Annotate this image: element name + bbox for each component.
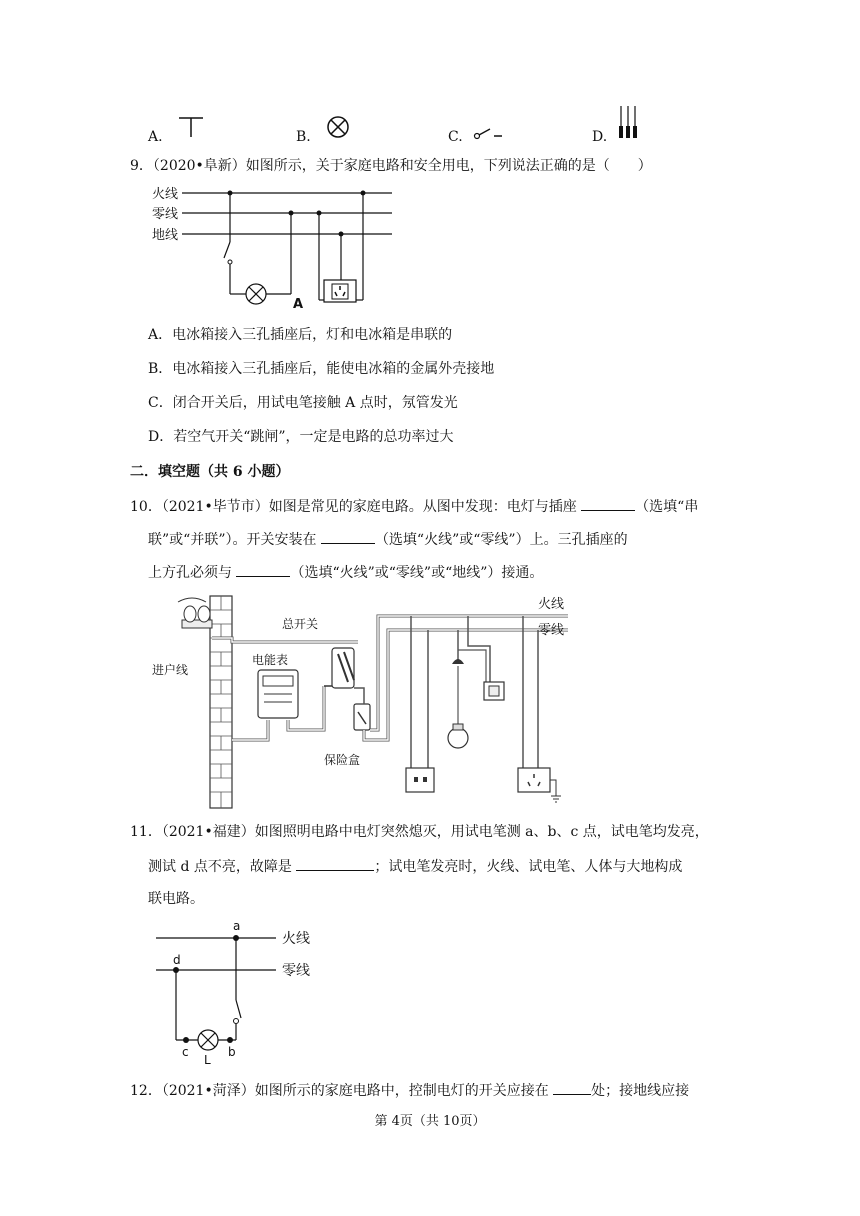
q9-ground-label: 地线 <box>152 228 179 243</box>
q11-line2-text-a: 测试 d 点不亮，故障是 <box>148 859 292 875</box>
q8-option-a-label: A. <box>148 129 163 145</box>
q11-neutral-label: 零线 <box>282 963 310 979</box>
q12-blank-1[interactable] <box>553 1080 591 1095</box>
section-title: 二．填空题（共 6 小题） <box>130 464 290 480</box>
q10-line1-text-a: 10．（2021•毕节市）如图是常见的家庭电路。从图中发现：电灯与插座 <box>130 499 577 515</box>
plug-symbol-icon <box>616 104 640 142</box>
q8-option-d-label: D. <box>592 129 608 145</box>
q9-option-b: B．电冰箱接入三孔插座后，能使电冰箱的金属外壳接地 <box>148 361 495 377</box>
q9-point-a-label: A <box>293 297 304 312</box>
q10-line1 <box>130 496 698 517</box>
q11-line2-text-b: ；试电笔发亮时，火线、试电笔、人体与大地构成 <box>374 859 683 875</box>
q10-fuse-box-label: 保险盒 <box>324 753 361 767</box>
q10-line3-text-b: （选填“火线”或“零线”或“地线”）接通。 <box>290 565 544 581</box>
switch-symbol-icon <box>472 124 506 142</box>
q9-option-c: C．闭合开关后，用试电笔接触 A 点时，氖管发光 <box>148 395 458 411</box>
q10-neutral-label: 零线 <box>538 623 565 638</box>
q9-neutral-label: 零线 <box>152 207 179 222</box>
q10-blank-3[interactable] <box>236 562 290 577</box>
q11-point-d-label: d <box>173 953 181 967</box>
q10-blank-1[interactable] <box>581 496 635 511</box>
q9-live-label: 火线 <box>152 187 179 202</box>
q8-option-c-label: C. <box>448 129 463 145</box>
q12-line1 <box>130 1080 689 1101</box>
q10-main-switch-label: 总开关 <box>282 617 319 631</box>
q11-line3: 联电路。 <box>148 891 204 907</box>
q11-line1: 11．（2021•福建）如图照明电路中电灯突然熄灭，用试电笔测 a、b、c 点，试电笔均发亮， <box>130 824 709 840</box>
q9-option-a: A．电冰箱接入三孔插座后，灯和电冰箱是串联的 <box>148 327 453 343</box>
q11-point-c-label: c <box>182 1045 189 1059</box>
q10-service-line-label: 进户线 <box>152 663 189 677</box>
q10-line1-text-b: （选填“串 <box>635 499 699 515</box>
q10-blank-2[interactable] <box>321 529 375 544</box>
q10-meter-label: 电能表 <box>252 653 289 667</box>
q12-line1-text-b: 处；接地线应接 <box>591 1083 690 1099</box>
q11-point-b-label: b <box>228 1045 236 1059</box>
q11-line2 <box>148 856 682 877</box>
q10-live-label: 火线 <box>538 597 565 612</box>
q9-option-d: D．若空气开关“跳闸”，一定是电路的总功率过大 <box>148 429 454 445</box>
q10-line2-text-a: 联”或“并联”）。开关安装在 <box>148 532 317 548</box>
q11-point-a-label: a <box>233 919 241 933</box>
ground-symbol-icon <box>176 112 206 140</box>
q9-stem: 9．（2020•阜新）如图所示，关于家庭电路和安全用电，下列说法正确的是（ ） <box>130 158 652 174</box>
q11-live-label: 火线 <box>282 931 310 947</box>
q10-line3 <box>148 562 543 583</box>
lamp-symbol-icon <box>324 114 352 142</box>
q11-blank-1[interactable] <box>296 856 374 871</box>
q11-lamp-label: L <box>204 1053 211 1067</box>
q10-line3-text-a: 上方孔必须与 <box>148 565 232 581</box>
q9-circuit-diagram <box>148 182 398 312</box>
q8-option-b-label: B. <box>296 129 311 145</box>
q11-circuit-diagram <box>148 918 348 1068</box>
q12-line1-text-a: 12．（2021•菏泽）如图所示的家庭电路中，控制电灯的开关应接在 <box>130 1083 549 1099</box>
page-footer: 第 4页（共 10页） <box>374 1114 486 1129</box>
q10-line2-text-b: （选填“火线”或“零线”）上。三孔插座的 <box>374 532 628 548</box>
q10-home-circuit-diagram <box>148 590 588 810</box>
q10-line2 <box>148 529 628 550</box>
